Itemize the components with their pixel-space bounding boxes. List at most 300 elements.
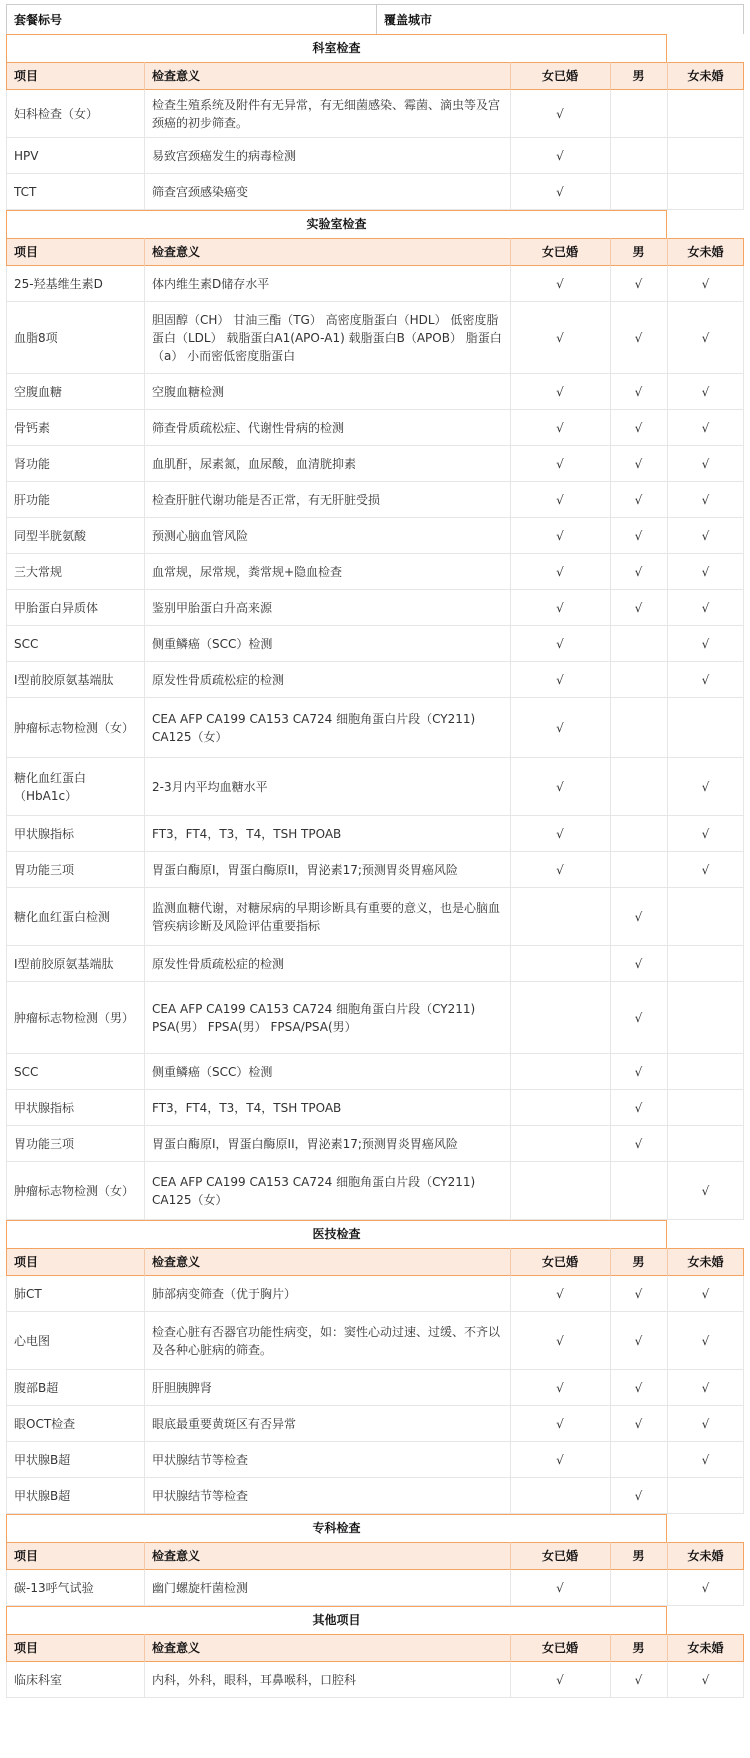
- check-unmarried-female: √: [701, 1453, 710, 1467]
- check-unmarried-female: √: [701, 1581, 710, 1595]
- row-divider: [510, 816, 511, 852]
- row-left-border: [6, 554, 7, 590]
- header-right-border: [743, 1542, 744, 1570]
- check-unmarried-female: [667, 138, 744, 174]
- check-male: √: [634, 1489, 643, 1503]
- check-male: √: [634, 277, 643, 291]
- row-divider: [610, 302, 611, 374]
- header-married-female: 女已婚: [510, 1248, 610, 1276]
- row-left-border: [6, 1126, 7, 1162]
- row-divider: [610, 410, 611, 446]
- check-married-female: √: [556, 1581, 564, 1595]
- item-meaning: 检查心脏有否器官功能性病变，如：窦性心动过速、过缓、不齐以及各种心脏病的筛查。: [152, 1325, 501, 1357]
- check-married-female: √: [556, 1381, 564, 1395]
- item-meaning: CEA AFP CA199 CA153 CA724 细胞角蛋白片段（CY211) PSA(男） FPSA(男） FPSA/PSA(男）: [152, 1002, 476, 1034]
- row-divider: [144, 374, 145, 410]
- table-row: [0, 1442, 750, 1478]
- item-name: 肿瘤标志物检测（女）: [14, 1184, 135, 1198]
- row-divider: [610, 1570, 611, 1606]
- check-unmarried-female: √: [701, 780, 710, 794]
- check-male: [610, 174, 667, 210]
- header-divider: [144, 1248, 145, 1276]
- column-header-row: [0, 238, 750, 266]
- section-title: 专科检查: [312, 1521, 361, 1535]
- item-meaning: 检查肝脏代谢功能是否正常，有无肝脏受损: [152, 493, 381, 507]
- check-male: √: [634, 457, 643, 471]
- row-divider: [610, 1090, 611, 1126]
- check-unmarried-female: √: [701, 1334, 710, 1348]
- section-title-left-border: [6, 1606, 7, 1634]
- header-divider: [610, 1248, 611, 1276]
- check-married-female: √: [556, 331, 564, 345]
- top-right-border: [743, 4, 744, 34]
- row-divider: [144, 482, 145, 518]
- item-meaning: 筛查骨质疏松症、代谢性骨病的检测: [152, 421, 345, 435]
- row-divider: [510, 410, 511, 446]
- row-divider: [667, 1662, 668, 1698]
- row-left-border: [6, 138, 7, 174]
- column-header-row: [0, 62, 750, 90]
- section-title-right-border: [666, 1606, 667, 1634]
- row-right-border: [743, 554, 744, 590]
- header-meaning: 检查意义: [144, 1248, 510, 1276]
- row-right-border: [743, 266, 744, 302]
- row-divider: [144, 662, 145, 698]
- check-married-female: √: [556, 493, 564, 507]
- row-divider: [510, 1478, 511, 1514]
- check-unmarried-female: √: [701, 863, 710, 877]
- row-divider: [667, 1370, 668, 1406]
- row-divider: [510, 518, 511, 554]
- check-unmarried-female: [667, 1478, 744, 1514]
- check-unmarried-female: [667, 1054, 744, 1090]
- item-meaning: 甲状腺结节等检查: [152, 1453, 249, 1467]
- row-divider: [510, 1162, 511, 1220]
- header-divider: [510, 1634, 511, 1662]
- table-row: [0, 1406, 750, 1442]
- row-divider: [667, 174, 668, 210]
- item-meaning: 预测心脑血管风险: [152, 529, 249, 543]
- header-divider: [610, 1634, 611, 1662]
- row-divider: [667, 90, 668, 138]
- item-name: 碳-13呼气试验: [14, 1581, 94, 1595]
- check-unmarried-female: √: [701, 1381, 710, 1395]
- row-divider: [667, 446, 668, 482]
- row-divider: [610, 1370, 611, 1406]
- row-right-border: [743, 888, 744, 946]
- row-divider: [510, 482, 511, 518]
- item-name: 肺CT: [14, 1287, 42, 1301]
- item-name: 糖化血红蛋白检测: [14, 910, 111, 924]
- row-left-border: [6, 758, 7, 816]
- row-divider: [667, 946, 668, 982]
- row-divider: [510, 1126, 511, 1162]
- check-male: √: [634, 910, 643, 924]
- row-divider: [144, 590, 145, 626]
- item-name: I型前胶原氨基端肽: [14, 673, 114, 687]
- row-divider: [144, 816, 145, 852]
- item-meaning: 鉴别甲胎蛋白升高来源: [152, 601, 273, 615]
- table-row: [0, 302, 750, 374]
- top-left-border: [6, 4, 7, 34]
- check-unmarried-female: √: [701, 277, 710, 291]
- check-married-female: √: [556, 149, 564, 163]
- check-unmarried-female: √: [701, 385, 710, 399]
- row-divider: [610, 266, 611, 302]
- check-unmarried-female: [667, 888, 744, 946]
- table-row: [0, 852, 750, 888]
- row-divider: [510, 1406, 511, 1442]
- header-top-border: [6, 1634, 744, 1635]
- item-meaning: CEA AFP CA199 CA153 CA724 细胞角蛋白片段（CY211) CA125（女）: [152, 1175, 476, 1207]
- header-top-border: [6, 1542, 744, 1543]
- check-unmarried-female: [667, 946, 744, 982]
- row-divider: [144, 138, 145, 174]
- check-male: √: [634, 493, 643, 507]
- check-married-female: [510, 946, 610, 982]
- row-right-border: [743, 1370, 744, 1406]
- row-divider: [667, 518, 668, 554]
- check-married-female: √: [556, 107, 564, 121]
- check-unmarried-female: √: [701, 601, 710, 615]
- row-divider: [610, 590, 611, 626]
- check-unmarried-female: [667, 982, 744, 1054]
- item-meaning: CEA AFP CA199 CA153 CA724 细胞角蛋白片段（CY211) CA125（女）: [152, 712, 476, 744]
- check-married-female: √: [556, 780, 564, 794]
- row-right-border: [743, 1662, 744, 1698]
- row-left-border: [6, 626, 7, 662]
- item-meaning: 体内维生素D储存水平: [152, 277, 270, 291]
- row-right-border: [743, 590, 744, 626]
- header-divider: [667, 1542, 668, 1570]
- row-divider: [144, 266, 145, 302]
- row-divider: [610, 1478, 611, 1514]
- header-married-female: 女已婚: [510, 1634, 610, 1662]
- item-name: 心电图: [14, 1334, 51, 1348]
- section-title-row: [0, 1606, 750, 1634]
- item-meaning: 原发性骨质疏松症的检测: [152, 673, 285, 687]
- row-divider: [610, 1662, 611, 1698]
- row-right-border: [743, 982, 744, 1054]
- row-divider: [667, 1442, 668, 1478]
- header-divider: [510, 62, 511, 90]
- check-married-female: √: [556, 529, 564, 543]
- table-row: [0, 1370, 750, 1406]
- table-row: [0, 662, 750, 698]
- row-divider: [610, 758, 611, 816]
- row-divider: [667, 626, 668, 662]
- row-right-border: [743, 1054, 744, 1090]
- check-married-female: √: [556, 827, 564, 841]
- header-divider: [667, 1248, 668, 1276]
- row-left-border: [6, 1442, 7, 1478]
- header-unmarried-female: 女未婚: [667, 1634, 744, 1662]
- check-married-female: [510, 1126, 610, 1162]
- section-title-row: [0, 34, 750, 62]
- section-title-left-border: [6, 34, 7, 62]
- row-right-border: [743, 1406, 744, 1442]
- row-right-border: [743, 816, 744, 852]
- header-item: 项目: [6, 1634, 144, 1662]
- row-divider: [610, 446, 611, 482]
- section-title-top-border: [6, 1514, 667, 1515]
- check-married-female: √: [556, 601, 564, 615]
- package-top-row: [0, 4, 750, 34]
- row-left-border: [6, 662, 7, 698]
- row-divider: [667, 302, 668, 374]
- check-married-female: √: [556, 1334, 564, 1348]
- item-name: 三大常规: [14, 565, 63, 579]
- item-name: 同型半胱氨酸: [14, 529, 87, 543]
- table-row: [0, 1126, 750, 1162]
- row-divider: [610, 698, 611, 758]
- table-row: [0, 90, 750, 138]
- table-row: [0, 1162, 750, 1220]
- row-left-border: [6, 1312, 7, 1370]
- row-divider: [610, 946, 611, 982]
- row-divider: [510, 1276, 511, 1312]
- row-divider: [667, 1054, 668, 1090]
- row-right-border: [743, 852, 744, 888]
- row-divider: [667, 138, 668, 174]
- row-divider: [610, 138, 611, 174]
- row-divider: [667, 266, 668, 302]
- check-married-female: [510, 1054, 610, 1090]
- row-divider: [667, 554, 668, 590]
- item-name: SCC: [14, 1065, 39, 1079]
- table-row: [0, 554, 750, 590]
- item-name: 肾功能: [14, 457, 51, 471]
- table-row: [0, 626, 750, 662]
- section-title-left-border: [6, 1514, 7, 1542]
- header-right-border: [743, 238, 744, 266]
- check-male: [610, 662, 667, 698]
- check-unmarried-female: √: [701, 565, 710, 579]
- table-row: [0, 174, 750, 210]
- row-divider: [667, 590, 668, 626]
- item-name: TCT: [14, 185, 37, 199]
- check-married-female: √: [556, 565, 564, 579]
- item-meaning: 2-3月内平均血糖水平: [152, 780, 268, 794]
- table-row: [0, 1276, 750, 1312]
- section-title-top-border: [6, 1220, 667, 1221]
- row-divider: [667, 374, 668, 410]
- header-male: 男: [610, 238, 667, 266]
- item-meaning: 眼底最重要黄斑区有否异常: [152, 1417, 297, 1431]
- top-border: [6, 4, 744, 5]
- row-divider: [510, 888, 511, 946]
- header-divider: [667, 1634, 668, 1662]
- row-left-border: [6, 698, 7, 758]
- item-name: 胃功能三项: [14, 1137, 75, 1151]
- package-number-label: 套餐标号: [14, 12, 63, 27]
- check-unmarried-female: √: [701, 493, 710, 507]
- check-unmarried-female: √: [701, 331, 710, 345]
- row-divider: [510, 266, 511, 302]
- row-divider: [144, 888, 145, 946]
- row-divider: [610, 1162, 611, 1220]
- row-divider: [144, 1442, 145, 1478]
- check-male: √: [634, 601, 643, 615]
- row-divider: [610, 888, 611, 946]
- row-divider: [510, 1570, 511, 1606]
- check-married-female: [510, 888, 610, 946]
- row-right-border: [743, 1162, 744, 1220]
- check-married-female: [510, 982, 610, 1054]
- table-row: [0, 1312, 750, 1370]
- header-divider: [144, 1542, 145, 1570]
- row-divider: [667, 1570, 668, 1606]
- item-meaning: 胃蛋白酶原I，胃蛋白酶原II，胃泌素17;预测胃炎胃癌风险: [152, 1137, 458, 1151]
- row-left-border: [6, 266, 7, 302]
- row-divider: [667, 888, 668, 946]
- row-divider: [510, 1312, 511, 1370]
- section-title-left-border: [6, 210, 7, 238]
- header-unmarried-female: 女未婚: [667, 1248, 744, 1276]
- row-left-border: [6, 590, 7, 626]
- item-name: 糖化血红蛋白（HbA1c）: [14, 771, 87, 803]
- item-meaning: 胆固醇（CH） 甘油三酯（TG） 高密度脂蛋白（HDL） 低密度脂蛋白（LDL） 载脂蛋白A1(APO-A1) 载脂蛋白B（APOB） 脂蛋白（a） 小而密低密度脂蛋白: [152, 313, 502, 363]
- check-unmarried-female: √: [701, 1673, 710, 1687]
- section-title-row: [0, 210, 750, 238]
- item-meaning: 肝胆胰脾肾: [152, 1381, 213, 1395]
- header-left-border: [6, 62, 7, 90]
- row-left-border: [6, 302, 7, 374]
- row-divider: [667, 1162, 668, 1220]
- row-divider: [510, 138, 511, 174]
- item-name: 血脂8项: [14, 331, 58, 345]
- header-meaning: 检查意义: [144, 1542, 510, 1570]
- table-row: [0, 946, 750, 982]
- row-divider: [510, 946, 511, 982]
- row-left-border: [6, 816, 7, 852]
- row-left-border: [6, 946, 7, 982]
- section-title: 其他项目: [312, 1613, 361, 1627]
- table-row: [0, 446, 750, 482]
- check-male: √: [634, 1673, 643, 1687]
- check-unmarried-female: √: [701, 673, 710, 687]
- check-male: √: [634, 421, 643, 435]
- check-unmarried-female: √: [701, 1417, 710, 1431]
- header-unmarried-female: 女未婚: [667, 1542, 744, 1570]
- header-male: 男: [610, 62, 667, 90]
- check-male: [610, 698, 667, 758]
- row-divider: [610, 1054, 611, 1090]
- check-male: √: [634, 331, 643, 345]
- row-divider: [144, 1162, 145, 1220]
- check-male: √: [634, 957, 643, 971]
- row-left-border: [6, 888, 7, 946]
- check-male: √: [634, 1101, 643, 1115]
- row-left-border: [6, 446, 7, 482]
- row-divider: [610, 518, 611, 554]
- row-divider: [144, 1370, 145, 1406]
- check-married-female: √: [556, 1673, 564, 1687]
- check-male: √: [634, 529, 643, 543]
- section-title: 科室检查: [312, 41, 361, 55]
- row-divider: [510, 1090, 511, 1126]
- check-male: [610, 758, 667, 816]
- table-row: [0, 1662, 750, 1698]
- item-meaning: 侧重鳞癌（SCC）检测: [152, 1065, 273, 1079]
- check-male: √: [634, 1417, 643, 1431]
- row-bottom-border: [6, 1697, 744, 1698]
- header-left-border: [6, 1248, 7, 1276]
- section-title-top-border: [6, 1606, 667, 1607]
- check-married-female: √: [556, 863, 564, 877]
- item-name: 甲状腺B超: [14, 1453, 71, 1467]
- row-right-border: [743, 302, 744, 374]
- section-title-row: [0, 1220, 750, 1248]
- item-name: 胃功能三项: [14, 863, 75, 877]
- row-divider: [610, 1312, 611, 1370]
- check-married-female: √: [556, 185, 564, 199]
- item-name: 甲状腺指标: [14, 1101, 75, 1115]
- check-male: √: [634, 385, 643, 399]
- row-right-border: [743, 1312, 744, 1370]
- item-meaning: 甲状腺结节等检查: [152, 1489, 249, 1503]
- row-divider: [610, 374, 611, 410]
- row-divider: [510, 1370, 511, 1406]
- row-divider: [510, 174, 511, 210]
- item-name: 眼OCT检查: [14, 1417, 76, 1431]
- top-mid-border: [376, 4, 377, 34]
- check-unmarried-female: [667, 1126, 744, 1162]
- table-row: [0, 138, 750, 174]
- check-married-female: √: [556, 721, 564, 735]
- header-divider: [610, 238, 611, 266]
- header-top-border: [6, 1248, 744, 1249]
- check-married-female: √: [556, 457, 564, 471]
- check-male: √: [634, 1137, 643, 1151]
- item-meaning: 肺部病变筛查（优于胸片）: [152, 1287, 297, 1301]
- header-divider: [610, 62, 611, 90]
- row-divider: [510, 698, 511, 758]
- check-unmarried-female: [667, 174, 744, 210]
- row-left-border: [6, 174, 7, 210]
- row-right-border: [743, 1090, 744, 1126]
- header-top-border: [6, 238, 744, 239]
- column-header-row: [0, 1248, 750, 1276]
- check-unmarried-female: [667, 90, 744, 138]
- row-divider: [144, 1276, 145, 1312]
- table-row: [0, 482, 750, 518]
- row-divider: [144, 410, 145, 446]
- row-divider: [510, 982, 511, 1054]
- check-male: √: [634, 1334, 643, 1348]
- item-meaning: 监测血糖代谢，对糖尿病的早期诊断具有重要的意义，也是心脑血管疾病诊断及风险评估重要指标: [152, 901, 501, 933]
- header-divider: [144, 62, 145, 90]
- row-divider: [610, 982, 611, 1054]
- header-left-border: [6, 238, 7, 266]
- check-married-female: [510, 1090, 610, 1126]
- section-title-right-border: [666, 1220, 667, 1248]
- section-title: 实验室检查: [306, 217, 367, 231]
- row-divider: [144, 1126, 145, 1162]
- item-meaning: FT3，FT4，T3，T4，TSH TPOAB: [152, 827, 342, 841]
- row-right-border: [743, 138, 744, 174]
- header-left-border: [6, 1542, 7, 1570]
- row-divider: [144, 1570, 145, 1606]
- item-meaning: 血肌酐，尿素氮，血尿酸，血清胱抑素: [152, 457, 357, 471]
- section-title-top-border: [6, 210, 667, 211]
- item-name: 临床科室: [14, 1673, 63, 1687]
- row-divider: [510, 852, 511, 888]
- item-name: 腹部B超: [14, 1381, 59, 1395]
- item-meaning: 血常规，尿常规，粪常规+隐血检查: [152, 565, 343, 579]
- header-right-border: [743, 1248, 744, 1276]
- check-male: √: [634, 1011, 643, 1025]
